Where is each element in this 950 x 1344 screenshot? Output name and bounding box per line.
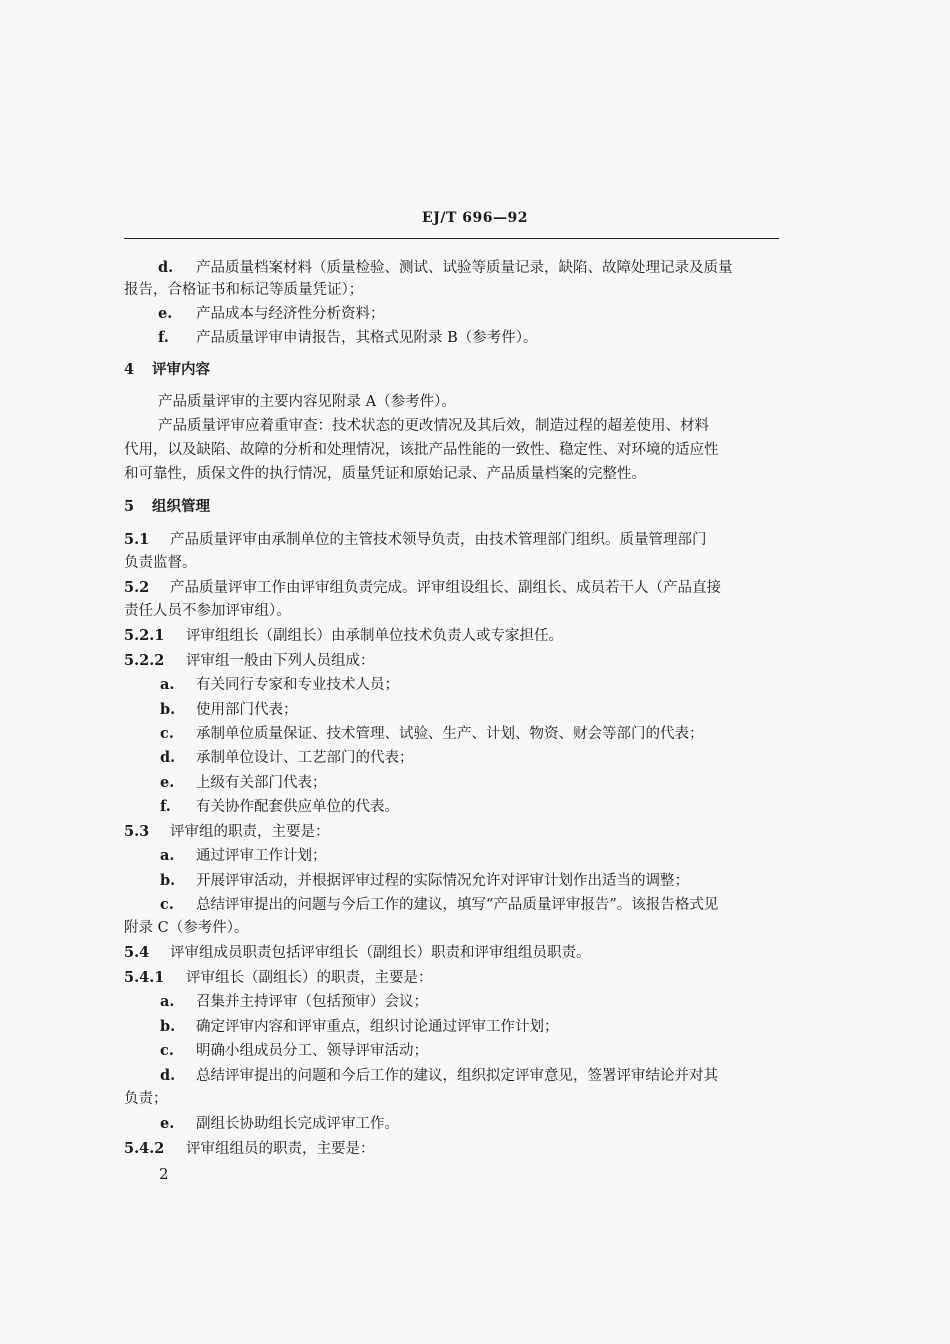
paragraph: 产品质量评审应着重审查：技术状态的更改情况及其后效，制造过程的超差使用、材料 bbox=[158, 418, 709, 434]
clause-5-2-1: 5.2.1 评审组组长（副组长）由承制单位技术负责人或专家担任。 bbox=[124, 627, 563, 644]
list-item-continuation: 报告，合格证书和标记等质量凭证）； bbox=[124, 282, 364, 298]
page-number: 2 bbox=[159, 1165, 169, 1183]
standard-code-header: EJ/T 696—92 bbox=[422, 210, 528, 226]
list-item: d. 总结评审提出的问题和今后工作的建议，组织拟定评审意见，签署评审结论并对其 bbox=[160, 1067, 718, 1084]
list-item: b. 开展评审活动，并根据评审过程的实际情况允许对评审计划作出适当的调整； bbox=[160, 872, 689, 889]
list-item: a. 通过评审工作计划； bbox=[160, 847, 327, 864]
list-item-continuation: 附录 C（参考件）。 bbox=[124, 920, 249, 936]
clause-5-2-2: 5.2.2 评审组一般由下列人员组成： bbox=[124, 652, 375, 669]
clause-5-3: 5.3 评审组的职责，主要是： bbox=[124, 823, 330, 840]
list-item: f. 有关协作配套供应单位的代表。 bbox=[160, 798, 399, 815]
list-item: e. 产品成本与经济性分析资料； bbox=[158, 305, 385, 322]
list-item-continuation: 负责； bbox=[124, 1091, 168, 1107]
list-item: d. 产品质量档案材料（质量检验、测试、试验等质量记录，缺陷、故障处理记录及质量 bbox=[158, 259, 733, 276]
list-item: e. 副组长协助组长完成评审工作。 bbox=[160, 1115, 399, 1132]
clause-5-1: 5.1 产品质量评审由承制单位的主管技术领导负责，由技术管理部门组织。质量管理部门 bbox=[124, 531, 707, 548]
clause-5-2: 5.2 产品质量评审工作由评审组负责完成。评审组设组长、副组长、成员若干人（产品直接 bbox=[124, 579, 721, 596]
list-item: d. 承制单位设计、工艺部门的代表； bbox=[160, 749, 414, 766]
paragraph: 产品质量评审的主要内容见附录 A（参考件）。 bbox=[158, 394, 456, 410]
list-item: a. 召集并主持评审（包括预审）会议； bbox=[160, 993, 428, 1010]
list-item: f. 产品质量评审申请报告，其格式见附录 B（参考件）。 bbox=[158, 329, 538, 346]
clause-5-4-1: 5.4.1 评审组长（副组长）的职责，主要是： bbox=[124, 969, 433, 986]
clause-5-4-2: 5.4.2 评审组组员的职责，主要是： bbox=[124, 1140, 375, 1157]
paragraph-continuation: 代用，以及缺陷、故障的分析和处理情况，该批产品性能的一致性、稳定性、对环境的适应性 bbox=[124, 442, 719, 458]
paragraph-continuation: 和可靠性，质保文件的执行情况，质量凭证和原始记录、产品质量档案的完整性。 bbox=[124, 466, 646, 482]
clause-continuation: 负责监督。 bbox=[124, 555, 197, 571]
list-item: c. 承制单位质量保证、技术管理、试验、生产、计划、物资、财会等部门的代表； bbox=[160, 725, 704, 742]
section-4-heading: 4 评审内容 bbox=[124, 361, 210, 378]
list-item: b. 确定评审内容和评审重点，组织讨论通过评审工作计划； bbox=[160, 1018, 559, 1035]
list-item: c. 明确小组成员分工、领导评审活动； bbox=[160, 1042, 428, 1059]
clause-continuation: 责任人员不参加评审组）。 bbox=[124, 603, 291, 619]
list-item: a. 有关同行专家和专业技术人员； bbox=[160, 676, 399, 693]
clause-5-4: 5.4 评审组成员职责包括评审组长（副组长）职责和评审组组员职责。 bbox=[124, 944, 591, 961]
list-item: c. 总结评审提出的问题与今后工作的建议，填写“产品质量评审报告”。该报告格式见 bbox=[160, 896, 719, 913]
list-item: b. 使用部门代表； bbox=[160, 701, 298, 718]
header-rule bbox=[124, 238, 779, 239]
list-item: e. 上级有关部门代表； bbox=[160, 774, 327, 791]
section-5-heading: 5 组织管理 bbox=[124, 498, 210, 515]
